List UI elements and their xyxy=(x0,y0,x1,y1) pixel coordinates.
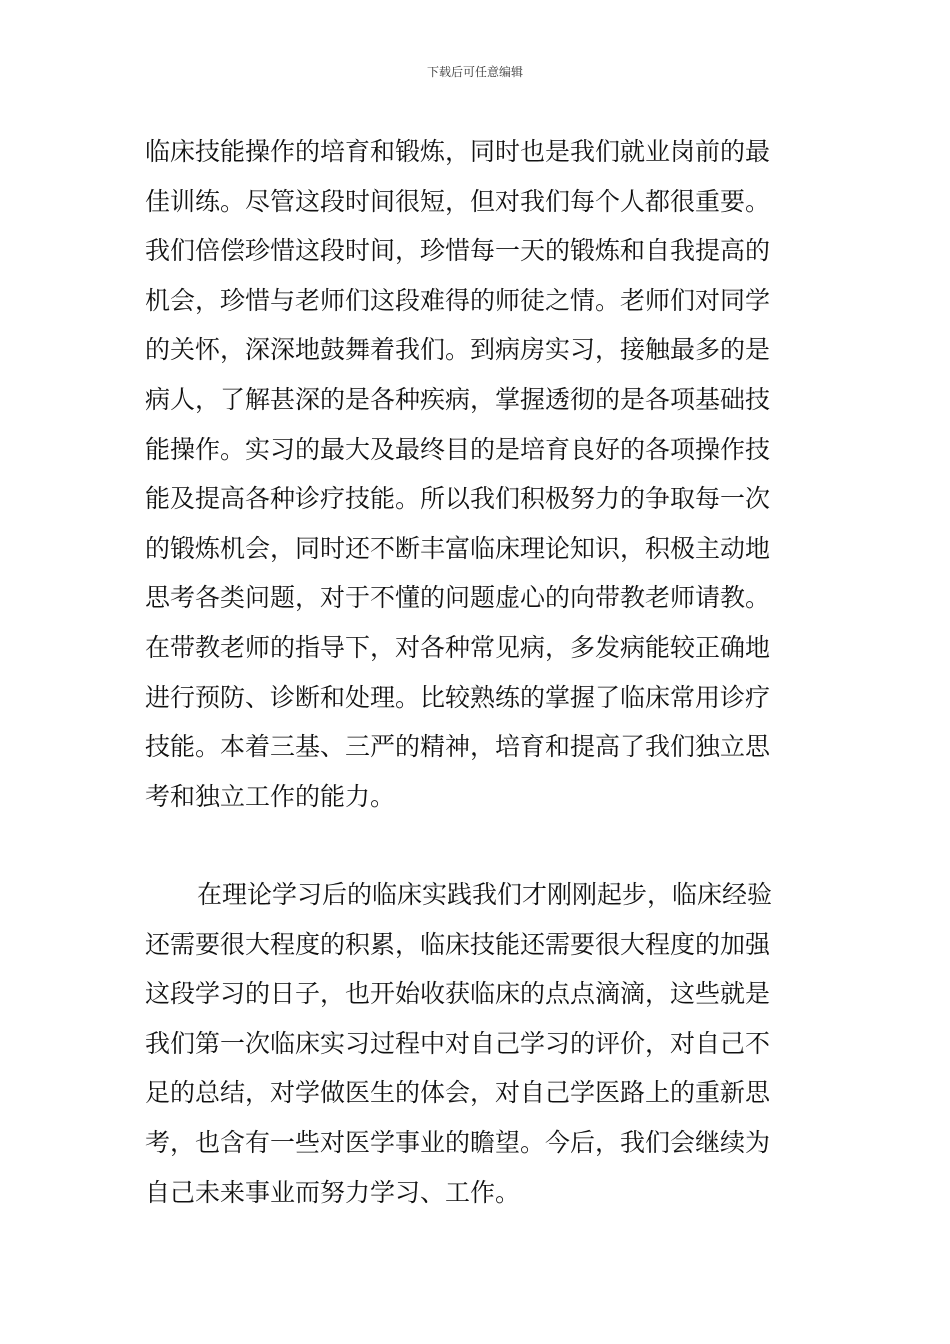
text-line: 足的总结，对学做医生的体会，对自己学医路上的重新思 xyxy=(145,1078,771,1108)
text-line: 自己未来事业而努力学习、工作。 xyxy=(145,1177,521,1207)
text-line: 临床技能操作的培育和锻炼，同时也是我们就业岗前的最 xyxy=(145,137,771,166)
text-line: 思考各类问题，对于不懂的问题虚心的向带教老师请教。 xyxy=(145,583,771,613)
text-line: 还需要很大程度的积累，临床技能还需要很大程度的加强 xyxy=(145,929,771,959)
paragraph-2 xyxy=(145,870,811,1217)
text-line: 这段学习的日子，也开始收获临床的点点滴滴，这些就是 xyxy=(145,979,771,1009)
text-line-indented: 在理论学习后的临床实践我们才刚刚起步，临床经验 xyxy=(197,880,773,909)
text-line: 进行预防、诊断和处理。比较熟练的掌握了临床常用诊疗 xyxy=(145,682,771,712)
text-line: 在带教老师的指导下，对各种常见病，多发病能较正确地 xyxy=(145,632,771,662)
text-line: 的关怀，深深地鼓舞着我们。到病房实习，接触最多的是 xyxy=(145,335,771,365)
text-line: 佳训练。尽管这段时间很短，但对我们每个人都很重要。 xyxy=(145,186,771,216)
paragraph-1 xyxy=(145,127,811,821)
text-line: 考，也含有一些对医学事业的瞻望。今后，我们会继续为 xyxy=(145,1127,771,1157)
text-line: 的锻炼机会，同时还不断丰富临床理论知识，积极主动地 xyxy=(145,533,771,563)
text-line: 病人，了解甚深的是各种疾病，掌握透彻的是各项基础技 xyxy=(145,384,771,414)
text-line: 机会，珍惜与老师们这段难得的师徒之情。老师们对同学 xyxy=(145,285,771,315)
text-line: 能及提高各种诊疗技能。所以我们积极努力的争取每一次 xyxy=(145,484,771,514)
text-line: 能操作。实习的最大及最终目的是培育良好的各项操作技 xyxy=(145,434,771,464)
page-header: 下载后可任意编辑 xyxy=(426,65,523,79)
text-line: 我们倍偿珍惜这段时间，珍惜每一天的锻炼和自我提高的 xyxy=(145,236,771,266)
text-line: 技能。本着三基、三严的精神，培育和提高了我们独立思 xyxy=(145,732,771,762)
text-line: 我们第一次临床实习过程中对自己学习的评价，对自己不 xyxy=(145,1028,771,1058)
text-line: 考和独立工作的能力。 xyxy=(145,781,396,811)
